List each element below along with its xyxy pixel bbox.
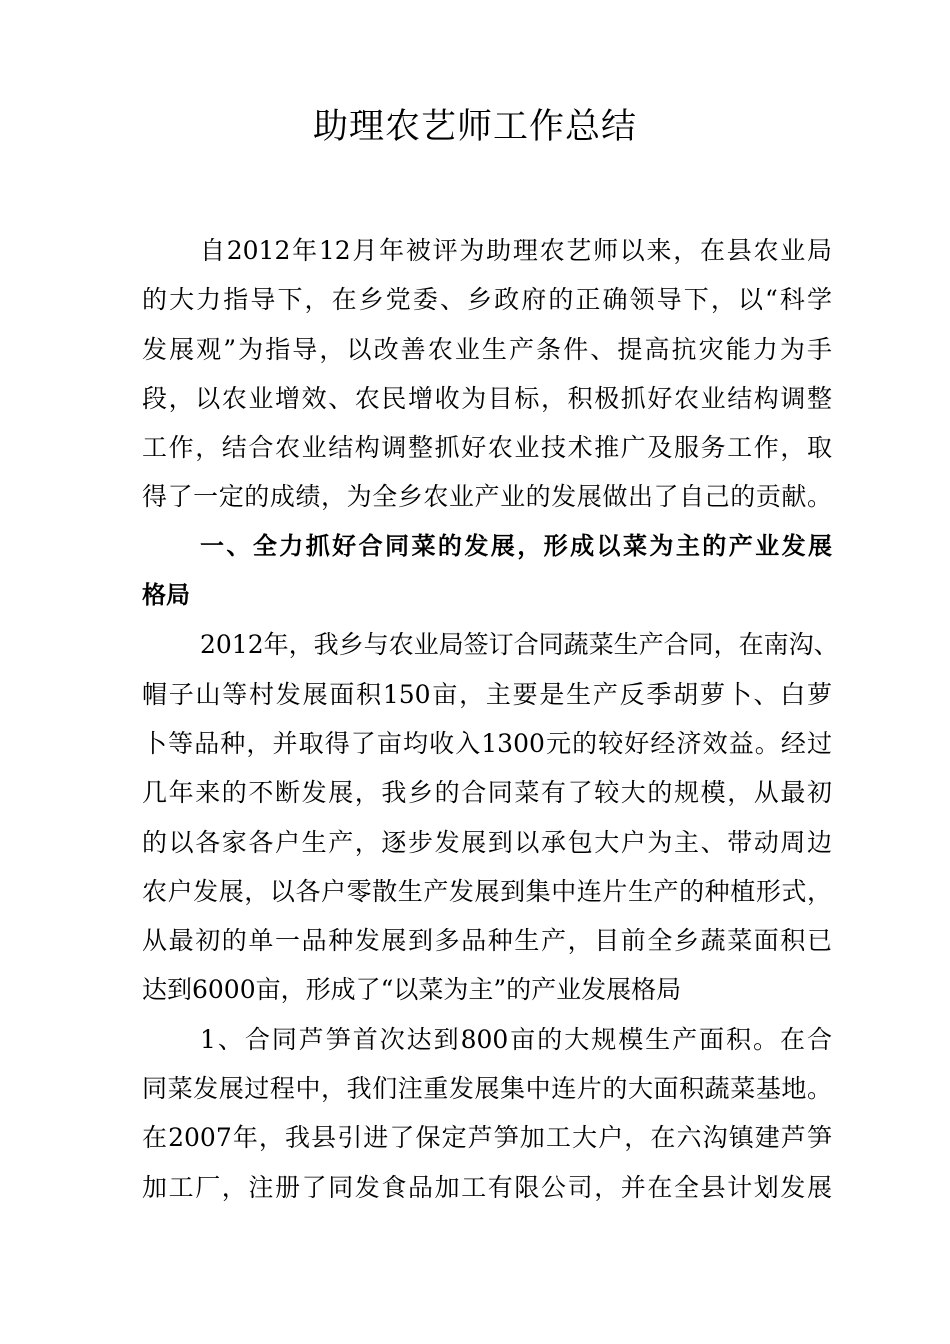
paragraph-line: 发展观”为指导，以改善农业生产条件、提高抗灾能力为手 <box>142 334 832 364</box>
section-heading-line: 一、全力抓好合同菜的发展，形成以菜为主的产业发展 <box>200 531 832 560</box>
paragraph-line: 农户发展，以各户零散生产发展到集中连片生产的种植形式， <box>142 876 832 906</box>
paragraph-line: 几年来的不断发展，我乡的合同菜有了较大的规模，从最初 <box>142 778 832 808</box>
section-heading-line: 格局 <box>142 581 190 610</box>
paragraph-line: 达到6000亩，形成了“以菜为主”的产业发展格局 <box>142 975 682 1005</box>
paragraph-line: 加工厂，注册了同发食品加工有限公司，并在全县计划发展 <box>142 1172 832 1202</box>
paragraph-line: 帽子山等村发展面积150亩，主要是生产反季胡萝卜、白萝 <box>142 679 832 709</box>
paragraph-line: 工作，结合农业结构调整抓好农业技术推广及服务工作，取 <box>142 433 832 463</box>
paragraph-line: 的以各家各户生产，逐步发展到以承包大户为主、带动周边 <box>142 827 832 857</box>
paragraph-line: 同菜发展过程中，我们注重发展集中连片的大面积蔬菜基地。 <box>142 1074 832 1104</box>
paragraph-line: 自2012年12月年被评为助理农艺师以来，在县农业局 <box>200 236 832 265</box>
paragraph-line: 卜等品种，并取得了亩均收入1300元的较好经济效益。经过 <box>142 728 832 758</box>
document-title: 助理农艺师工作总结 <box>312 107 637 147</box>
paragraph-line: 的大力指导下，在乡党委、乡政府的正确领导下，以“科学 <box>142 285 832 315</box>
paragraph-line: 2012年，我乡与农业局签订合同蔬菜生产合同，在南沟、 <box>200 630 839 660</box>
paragraph-line: 1、合同芦笋首次达到800亩的大规模生产面积。在合 <box>200 1024 832 1054</box>
document-body <box>142 226 839 1212</box>
paragraph-line: 得了一定的成绩，为全乡农业产业的发展做出了自己的贡献。 <box>142 482 832 512</box>
paragraph-line: 在2007年，我县引进了保定芦笋加工大户，在六沟镇建芦笋 <box>142 1123 832 1153</box>
paragraph-line: 从最初的单一品种发展到多品种生产，目前全乡蔬菜面积已 <box>142 926 832 956</box>
paragraph-line: 段，以农业增效、农民增收为目标，积极抓好农业结构调整 <box>142 383 832 413</box>
